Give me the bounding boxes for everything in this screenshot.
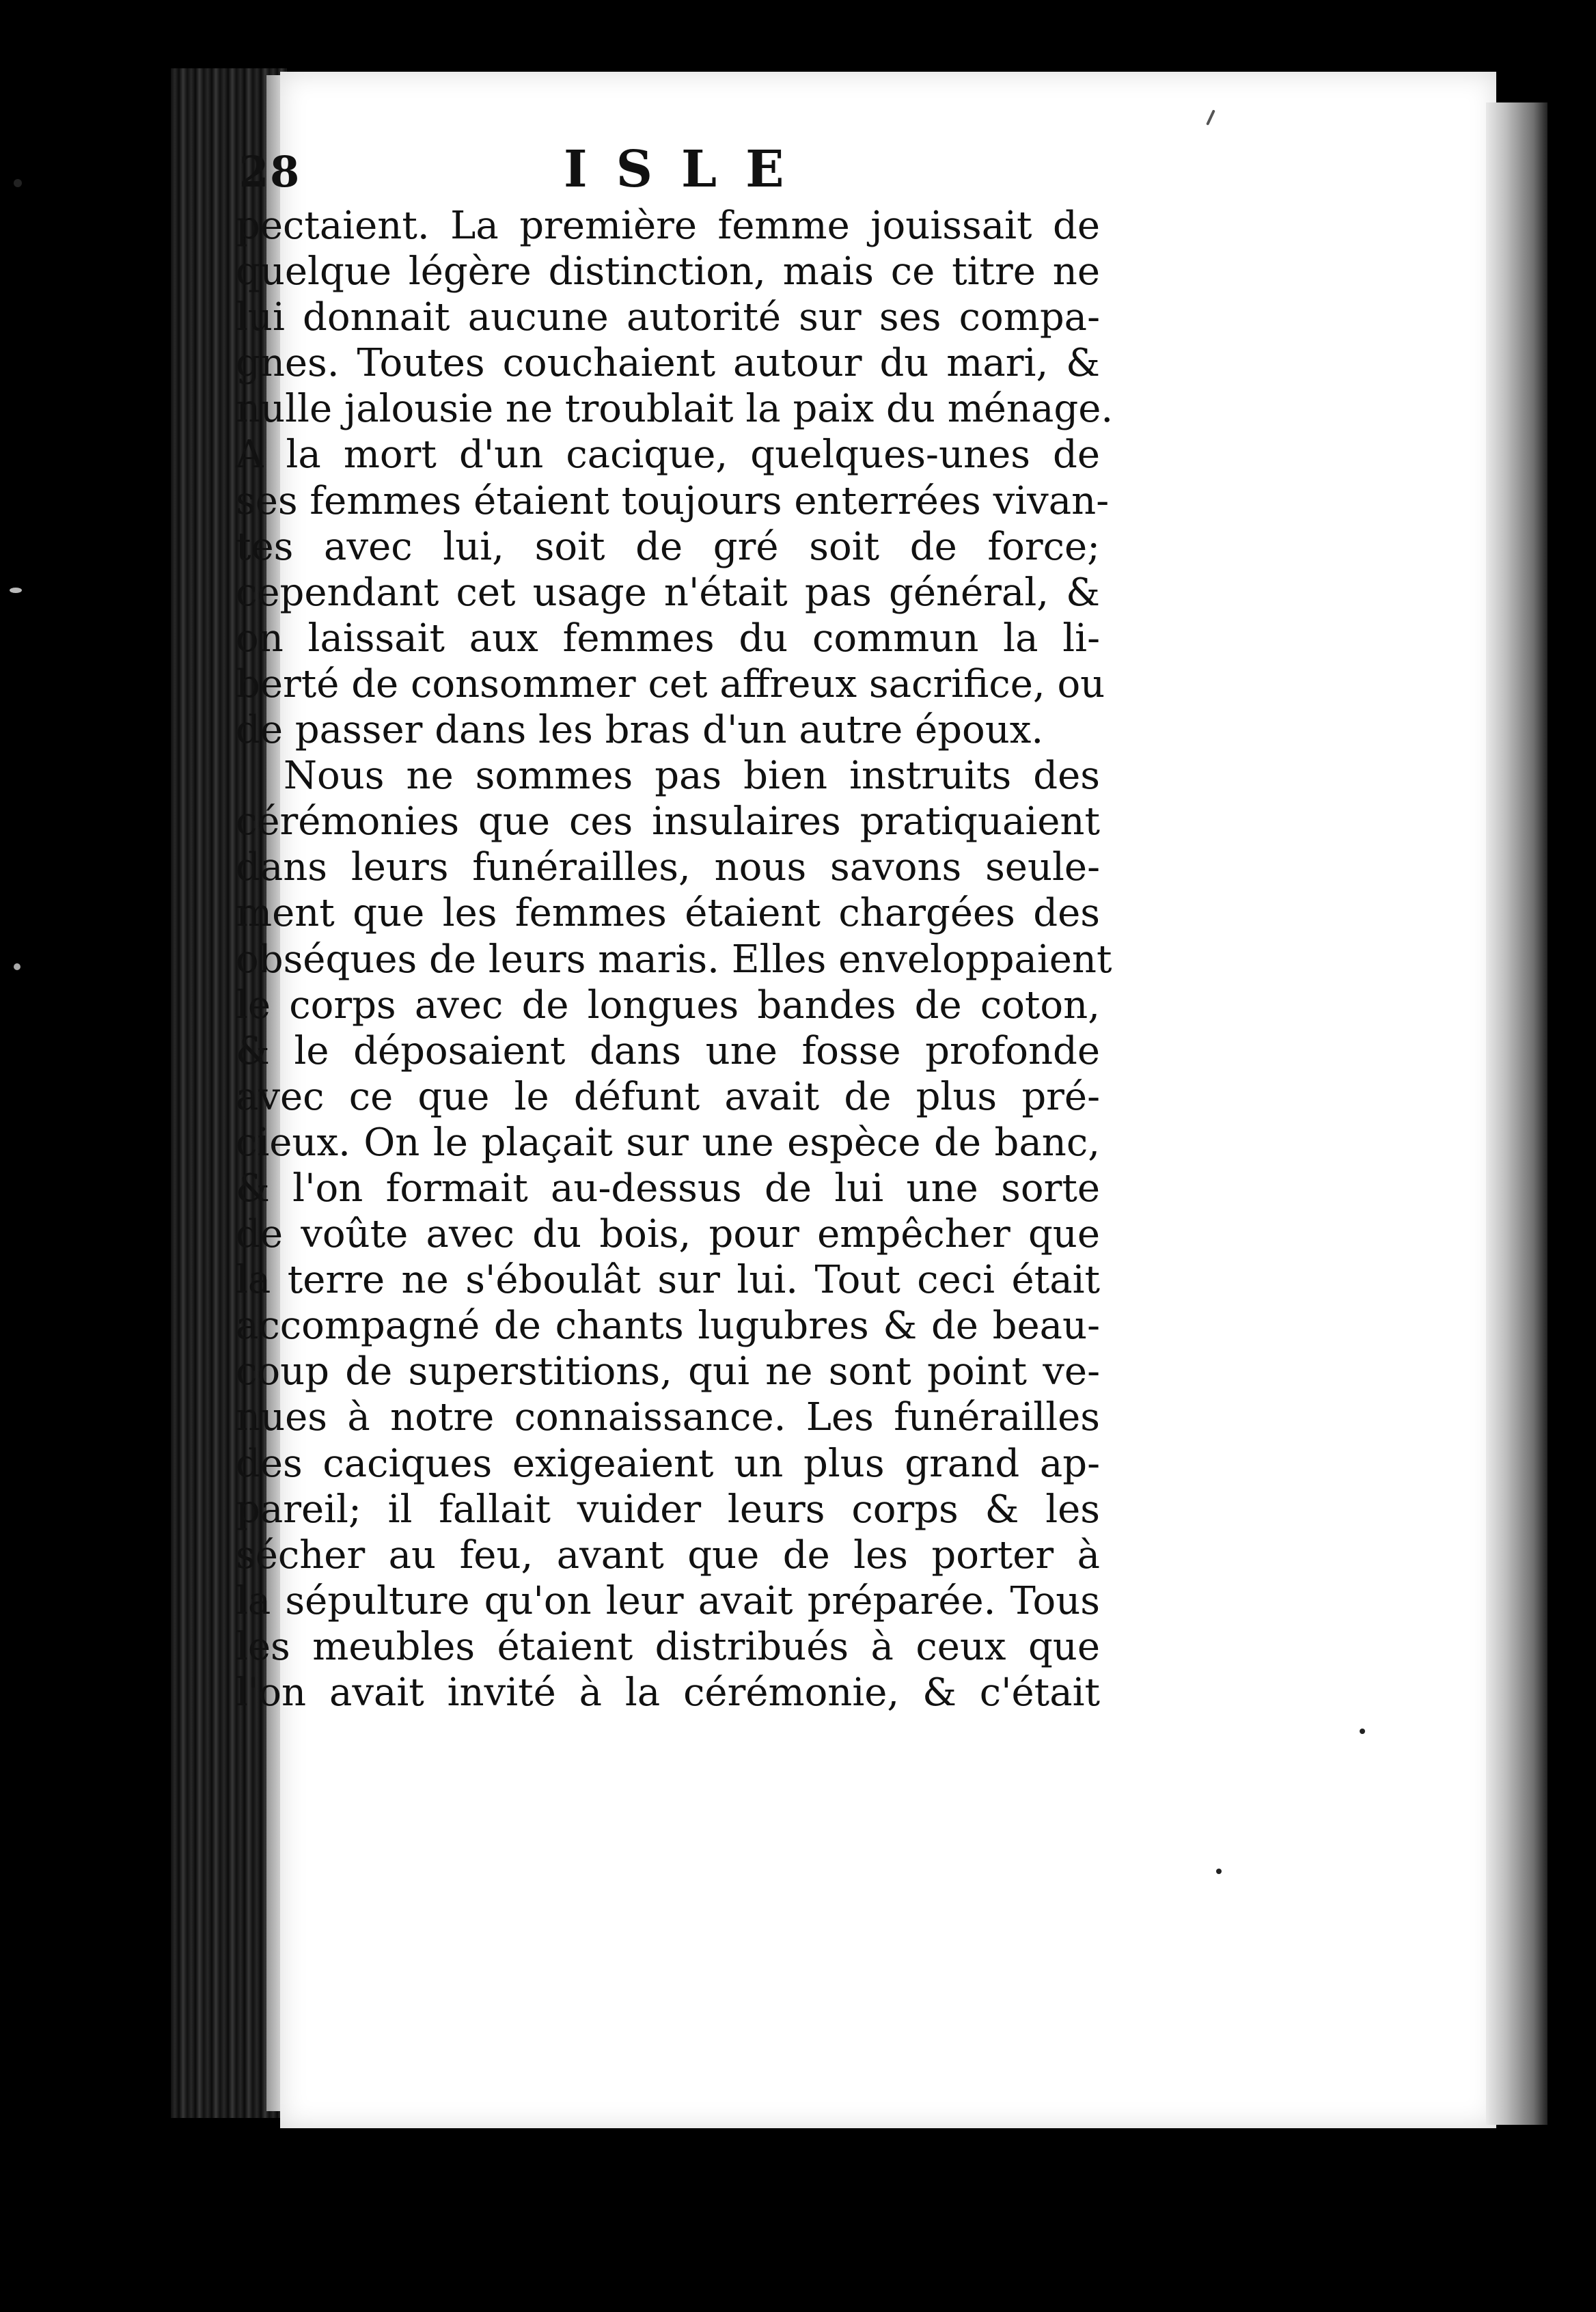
text-line: & l'on formait au-dessus de lui une sorte (236, 1166, 1100, 1211)
text-line: nulle jalousie ne troublait la paix du ménage. (236, 387, 1114, 432)
text-line: cérémonies que ces insulaires pratiquaient (236, 799, 1100, 844)
text-line: berté de consommer cet affreux sacrifice, ou (236, 661, 1105, 706)
text-line: cependant cet usage n'était pas général, & (236, 570, 1100, 615)
text-line: le corps avec de longues bandes de coton, (236, 982, 1100, 1028)
text-line: on laissait aux femmes du commun la li- (236, 616, 1100, 661)
scan-speck (1360, 1729, 1365, 1734)
text-line: quelque légère distinction, mais ce titre ne (236, 249, 1100, 294)
text-line: la sépulture qu'on leur avait préparée. Tous (236, 1578, 1100, 1623)
text-line: tes avec lui, soit de gré soit de force; (236, 524, 1100, 569)
running-title: ISLE (564, 140, 813, 199)
text-line: sécher au feu, avant que de les porter à (236, 1532, 1100, 1578)
text-line: avec ce que le défunt avait de plus pré- (236, 1074, 1100, 1119)
text-line: des caciques exigeaient un plus grand ap- (236, 1441, 1100, 1486)
text-line: Nous ne sommes pas bien instruits des (284, 754, 1100, 799)
text-line: ment que les femmes étaient chargées des (236, 891, 1100, 936)
text-line: l'on avait invité à la cérémonie, & c'était (236, 1670, 1100, 1715)
text-line: ses femmes étaient toujours enterrées vivan- (236, 478, 1110, 523)
text-line: de voûte avec du bois, pour empêcher que (236, 1212, 1100, 1257)
text-line: nues à notre connaissance. Les funérailles (236, 1395, 1100, 1440)
body-text (236, 203, 1114, 1716)
text-line: les meubles étaient distribués à ceux que (236, 1624, 1100, 1669)
scan-speck (14, 179, 22, 187)
scan-speck (10, 588, 22, 593)
text-line: & le déposaient dans une fosse profonde (236, 1028, 1100, 1073)
text-line: A la mort d'un cacique, quelques-unes de (236, 432, 1100, 478)
text-line: pareil; il fallait vuider leurs corps & les (236, 1487, 1100, 1532)
scan-speck (1216, 1869, 1222, 1874)
text-line: lui donnait aucune autorité sur ses compa- (236, 295, 1100, 340)
text-line: coup de superstitions, qui ne sont point ve- (236, 1349, 1100, 1394)
text-line: gnes. Toutes couchaient autour du mari, & (236, 341, 1100, 386)
text-line: cieux. On le plaçait sur une espèce de banc, (236, 1120, 1100, 1165)
text-line: accompagné de chants lugubres & de beau- (236, 1304, 1100, 1349)
text-line: pectaient. La première femme jouissait de (236, 204, 1100, 248)
text-line: dans leurs funérailles, nous savons seule- (236, 845, 1100, 890)
text-line: la terre ne s'éboulât sur lui. Tout ceci était (236, 1258, 1100, 1303)
page-number: 28 (239, 147, 301, 197)
text-line: obséques de leurs maris. Elles enveloppaient (236, 937, 1112, 982)
scan-speck (14, 963, 20, 970)
facing-page-edge (1486, 102, 1547, 2125)
text-line: de passer dans les bras d'un autre époux. (236, 708, 1044, 753)
